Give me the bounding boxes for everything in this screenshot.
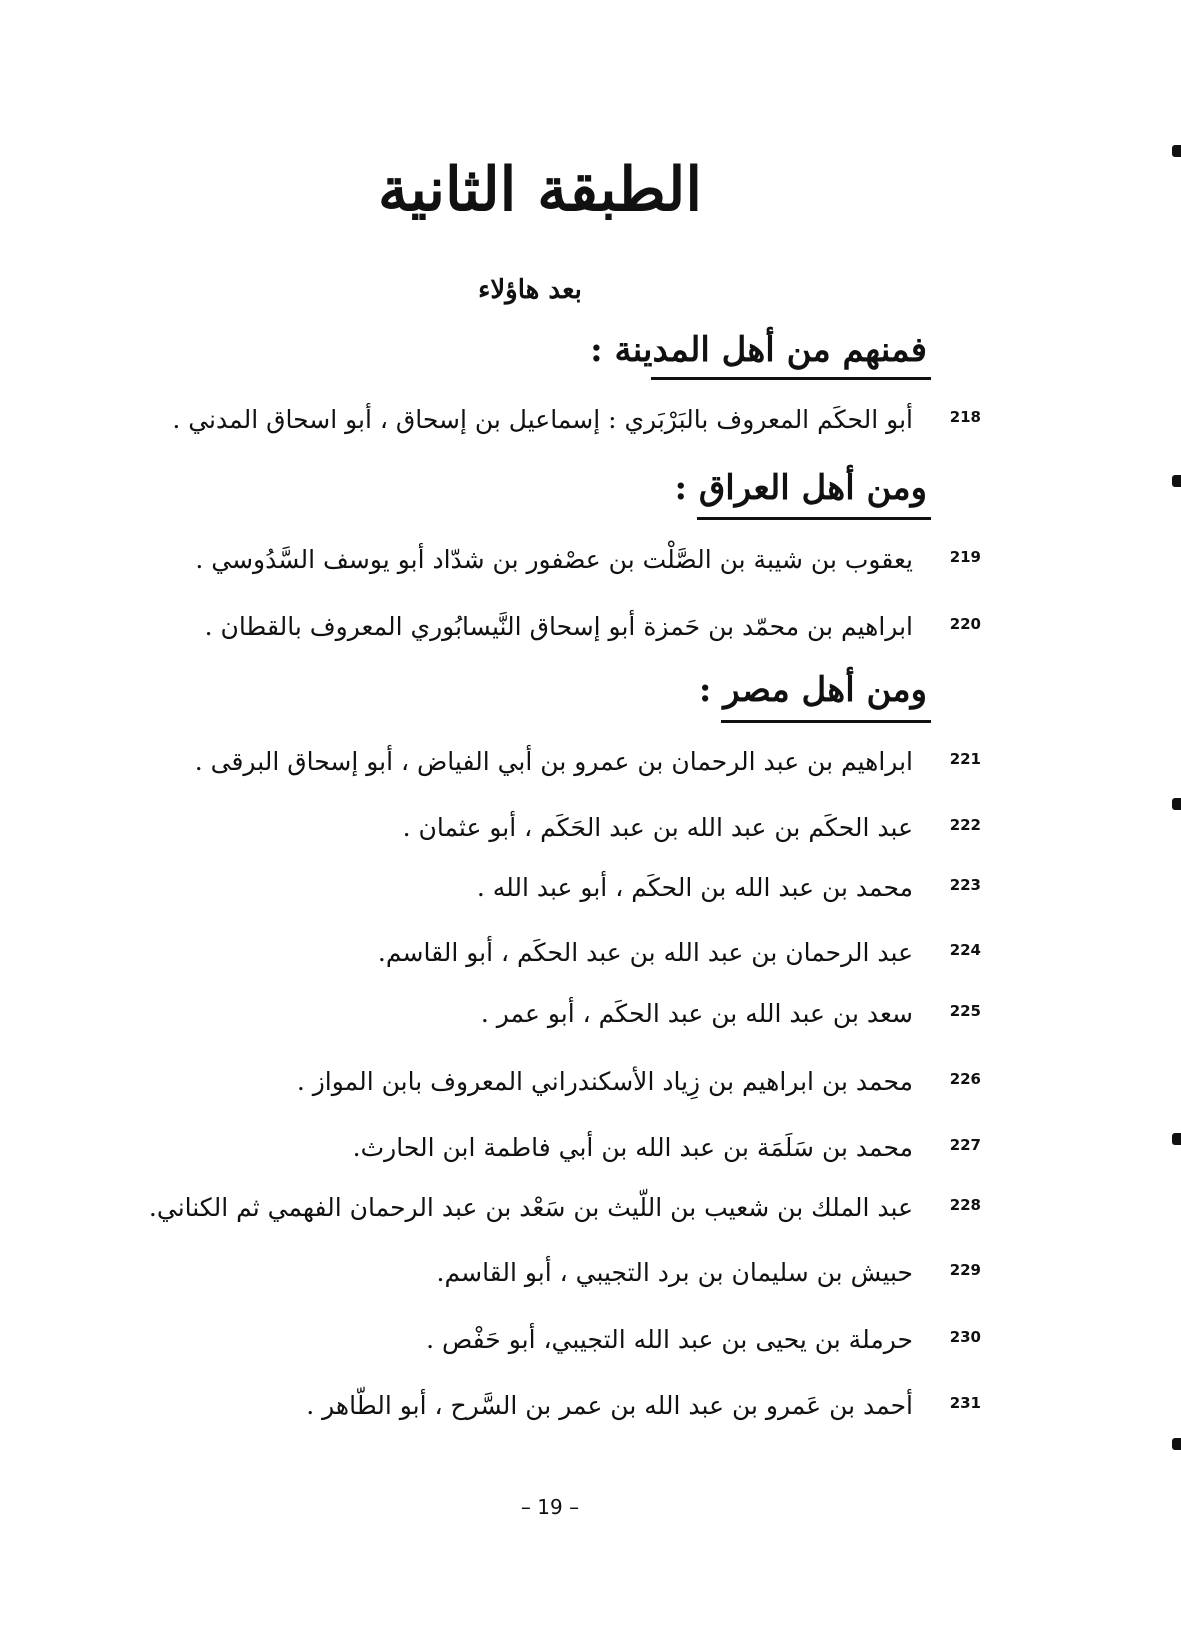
page-title: الطبقة الثانية xyxy=(378,155,702,225)
binding-mark xyxy=(1172,145,1181,157)
entry-text: محمد بن ابراهيم بن زِياد الأسكندراني المعروف بابن المواز . xyxy=(296,1067,913,1096)
section-underline xyxy=(697,517,931,520)
entry-number: 231 xyxy=(949,1394,981,1412)
entry-number: 230 xyxy=(949,1328,981,1346)
entry-row xyxy=(120,1062,981,1102)
entry-number: 222 xyxy=(949,816,981,834)
page-number: – 19 – xyxy=(520,1495,580,1519)
section-heading-iraq: ومن أهل العراق : xyxy=(674,468,927,508)
entry-number: 219 xyxy=(949,548,981,566)
entry-row xyxy=(120,607,981,647)
entry-text: حرملة بن يحيى بن عبد الله التجيبي، أبو حَفْص . xyxy=(426,1325,913,1354)
entry-text: أبو الحكَم المعروف بالبَرْبَري : إسماعيل بن إسحاق ، أبو اسحاق المدني . xyxy=(172,405,913,434)
entry-row xyxy=(120,1188,981,1228)
entry-text: ابراهيم بن محمّد بن حَمزة أبو إسحاق النَّيسابُوري المعروف بالقطان . xyxy=(204,612,913,641)
entry-number: 221 xyxy=(949,750,981,768)
entry-row xyxy=(120,1320,981,1360)
entry-number: 224 xyxy=(949,941,981,959)
entry-row xyxy=(120,1253,981,1293)
entry-number: 229 xyxy=(949,1261,981,1279)
entry-text: محمد بن عبد الله بن الحكَم ، أبو عبد الله . xyxy=(476,873,913,902)
entry-number: 218 xyxy=(949,408,981,426)
entry-row xyxy=(120,994,981,1034)
entry-text: عبد الحكَم بن عبد الله بن عبد الحَكَم ، أبو عثمان . xyxy=(402,813,913,842)
page-subtitle: بعد هاؤلاء xyxy=(478,275,582,305)
section-underline xyxy=(651,377,931,380)
entry-row xyxy=(120,400,981,440)
entry-row xyxy=(120,1386,981,1426)
entry-text: أحمد بن عَمرو بن عبد الله بن عمر بن السَّرح ، أبو الطّاهر . xyxy=(306,1391,913,1420)
entry-number: 227 xyxy=(949,1136,981,1154)
entry-text: يعقوب بن شيبة بن الصَّلْت بن عصْفور بن شدّاد أبو يوسف السَّدُوسي . xyxy=(195,545,913,574)
entry-row xyxy=(120,540,981,580)
entry-text: عبد الملك بن شعيب بن اللّيث بن سَعْد بن عبد الرحمان الفهمي ثم الكناني. xyxy=(148,1193,913,1222)
entry-number: 220 xyxy=(949,615,981,633)
entry-number: 223 xyxy=(949,876,981,894)
entry-number: 226 xyxy=(949,1070,981,1088)
entry-text: محمد بن سَلَمَة بن عبد الله بن أبي فاطمة ابن الحارث. xyxy=(352,1133,913,1162)
section-heading-medina: فمنهم من أهل المدينة : xyxy=(590,330,927,370)
binding-mark xyxy=(1172,798,1181,810)
section-heading-egypt: ومن أهل مصر : xyxy=(698,670,927,710)
entry-row xyxy=(120,808,981,848)
entry-text: حبيش بن سليمان بن برد التجيبي ، أبو القاسم. xyxy=(436,1258,913,1287)
entry-number: 225 xyxy=(949,1002,981,1020)
entry-text: ابراهيم بن عبد الرحمان بن عمرو بن أبي الفياض ، أبو إسحاق البرقى . xyxy=(194,747,913,776)
entry-row xyxy=(120,868,981,908)
entry-text: سعد بن عبد الله بن عبد الحكَم ، أبو عمر . xyxy=(480,999,913,1028)
entry-text: عبد الرحمان بن عبد الله بن عبد الحكَم ، أبو القاسم. xyxy=(377,938,913,967)
binding-mark xyxy=(1172,475,1181,487)
binding-mark xyxy=(1172,1438,1181,1450)
binding-mark xyxy=(1172,1133,1181,1145)
entry-number: 228 xyxy=(949,1196,981,1214)
entry-row xyxy=(120,933,981,973)
entry-row xyxy=(120,742,981,782)
section-underline xyxy=(721,720,931,723)
entry-row xyxy=(120,1128,981,1168)
